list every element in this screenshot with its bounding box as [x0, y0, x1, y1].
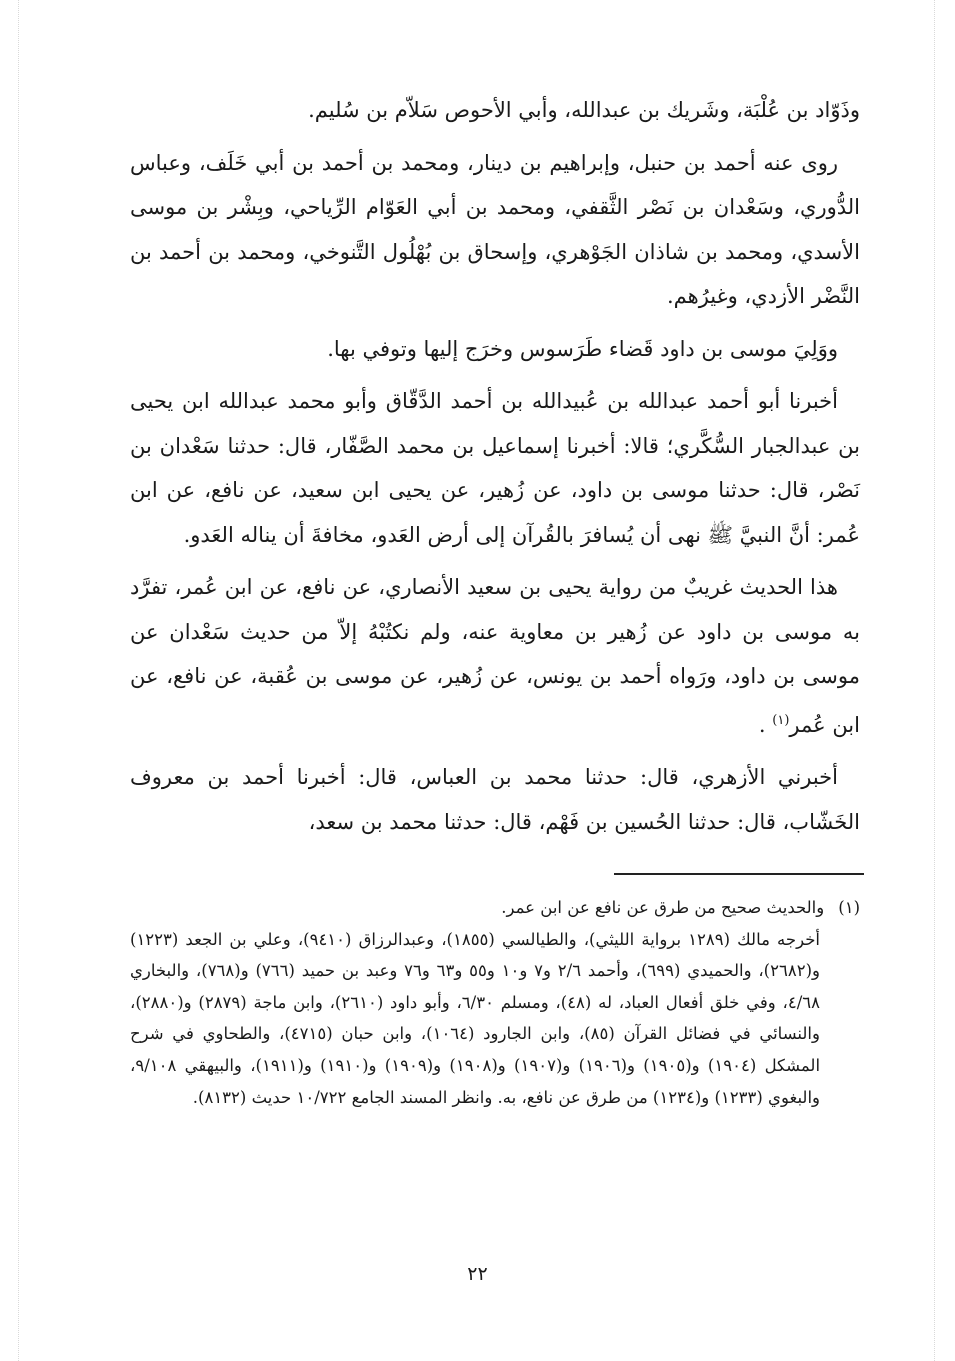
- footnote-line-1: والحديث صحيح من طرق عن نافع عن ابن عمر.: [501, 898, 825, 917]
- paragraph-hadith-commentary: [130, 565, 860, 747]
- paragraph-students: روى عنه أحمد بن حنبل، وإبراهيم بن دينار، ومحمد بن أحمد بن أبي خَلَف، وعباس الدُّوري، وسَعْدان بن نَصْر الثَّقفي، ومحمد بن أبي العَوّام الرِّياحي، وبِشْر بن موسى الأسدي، ومحمد بن شاذان الجَوْهري، وإسحاق بن بُهْلُول التَّنوخي، ومحمد بن أحمد بن النَّضْر الأزدي، وغيرُهم.: [130, 150, 860, 308]
- paragraph-hadith-chain: أخبرنا أبو أحمد عبدالله بن عُبيدالله بن أحمد الدَّقّاق وأبو محمد عبدالله ابن يحيى بن عبدالجبار السُّكَّري؛ قالا: أخبرنا إسماعيل بن محمد الصَّفّار، قال: حدثنا سَعْدان بن نَصْر، قال: حدثنا موسى بن داود، عن زُهير، عن يحيى ابن سعيد، عن نافع، عن ابن عُمر: أنَّ النبيَّ ﷺ نهى أن يُسافرَ بالقُرآن إلى أرض العَدو، مخافةَ أن يناله العَدو.: [130, 389, 860, 547]
- footnote-first-line: [130, 892, 860, 924]
- main-text: [130, 88, 860, 844]
- margin-dots-left: [18, 0, 19, 1361]
- page-number: ٢٢: [467, 1263, 488, 1285]
- paragraph-judgeship: ووَلِيَ موسى بن داود قَضاء طَرَسوس وخرَج إليها وتوفي بها.: [327, 336, 838, 361]
- commentary-end: .: [758, 712, 766, 737]
- paragraph-narrators-end: وذَوّاد بن عُلْبَة، وشَريك بن عبدالله، وأبي الأحوص سَلاّم بن سُليم.: [308, 98, 860, 122]
- footnote-body: أخرجه مالك (١٢٨٩ برواية الليثي)، والطيالسي (١٨٥٥)، وعبدالرزاق (٩٤١٠)، وعلي بن الجعد (١٢٢٣) و(٢٦٨٢)، والحميدي (٦٩٩)، وأحمد ٢/٦ و٧ و١٠ و٥٥ و٦٣ و٧٦ وعبد بن حميد (٧٦٦) و(٧٦٨)، والبخاري ٤/٦٨، وفي خلق أفعال العباد، له (٤٨)، ومسلم ٦/٣٠، وأبو داود (٢٦١٠)، وابن ماجة (٢٨٧٩) و(٢٨٨٠)، والنسائي في فضائل القرآن (٨٥)، وابن الجارود (١٠٦٤)، وابن حبان (٤٧١٥)، والطحاوي في شرح المشكل (١٩٠٤) و(١٩٠٥) و(١٩٠٦) و(١٩٠٧) و(١٩٠٨) و(١٩٠٩) و(١٩١٠) و(١٩١١)، والبيهقي ٩/١٠٨، والبغوي (١٢٣٣) و(١٢٣٤) من طرق عن نافع، به. وانظر المسند الجامع ١٠/٧٢٢ حديث (٨١٣٢).: [130, 929, 821, 1107]
- footnotes: [130, 892, 860, 1113]
- paragraph-next-chain: أخبرني الأزهري، قال: حدثنا محمد بن العباس، قال: أخبرنا أحمد بن معروف الخَشّاب، قال: حدثنا الحُسين بن فَهْم، قال: حدثنا محمد بن سعد،: [130, 765, 860, 834]
- footnote-number: (١): [838, 898, 860, 917]
- footnote-separator: [614, 873, 864, 875]
- footnote-reference: (١): [772, 712, 790, 728]
- margin-dots-right: [934, 0, 935, 1361]
- commentary-text: هذا الحديث غريبٌ من رواية يحيى بن سعيد الأنصاري، عن نافع، عن ابن عُمر، تفرَّد به موسى بن داود عن زُهير بن معاوية عنه، ولم نكتُبْهُ إلاّ من حديث سَعْدان عن موسى بن داود، ورَواه أحمد بن يونس، عن زُهير، عن موسى بن عُقبة، عن نافع، عن ابن عُمر: [130, 575, 860, 737]
